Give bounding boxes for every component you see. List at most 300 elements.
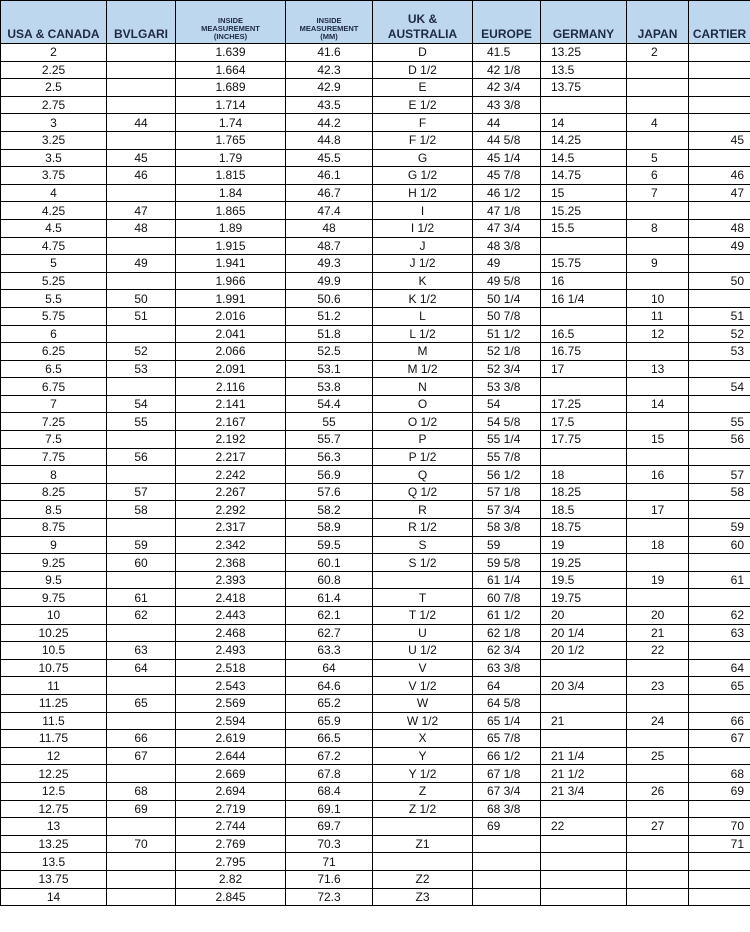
cell-mm: 63.3 [286, 642, 373, 660]
table-row [1, 519, 750, 537]
cell-japan: 12 [627, 325, 689, 343]
cell-europe: 50 7/8 [473, 307, 541, 325]
cell-japan [627, 589, 689, 607]
cell-inches: 2.795 [176, 853, 286, 871]
cell-uk-australia: P 1/2 [373, 448, 473, 466]
table-row [1, 343, 750, 361]
cell-germany: 20 [541, 607, 627, 625]
cell-usa-canada: 3 [1, 114, 107, 132]
cell-inches: 1.941 [176, 255, 286, 273]
cell-germany: 15.75 [541, 255, 627, 273]
cell-japan [627, 659, 689, 677]
cell-japan: 4 [627, 114, 689, 132]
cell-japan: 21 [627, 624, 689, 642]
cell-japan: 9 [627, 255, 689, 273]
cell-uk-australia: Z1 [373, 835, 473, 853]
cell-bvlgari: 69 [107, 800, 176, 818]
cell-europe: 63 3/8 [473, 659, 541, 677]
header-europe: EUROPE [473, 1, 541, 44]
cell-europe: 47 3/4 [473, 219, 541, 237]
cell-inches: 2.217 [176, 448, 286, 466]
cell-bvlgari: 46 [107, 167, 176, 185]
cell-inches: 2.82 [176, 870, 286, 888]
cell-inches: 2.368 [176, 554, 286, 572]
cell-germany: 15.5 [541, 219, 627, 237]
cell-cartier [689, 870, 750, 888]
cell-mm: 59.5 [286, 536, 373, 554]
cell-bvlgari [107, 466, 176, 484]
cell-uk-australia: E 1/2 [373, 96, 473, 114]
cell-germany: 22 [541, 818, 627, 836]
cell-uk-australia: L [373, 307, 473, 325]
cell-germany: 20 1/2 [541, 642, 627, 660]
cell-bvlgari: 51 [107, 307, 176, 325]
cell-japan [627, 730, 689, 748]
cell-europe [473, 835, 541, 853]
cell-usa-canada: 12.5 [1, 782, 107, 800]
cell-mm: 42.9 [286, 79, 373, 97]
cell-bvlgari [107, 677, 176, 695]
cell-usa-canada: 11.25 [1, 694, 107, 712]
cell-bvlgari [107, 712, 176, 730]
cell-mm: 65.2 [286, 694, 373, 712]
cell-uk-australia: K [373, 272, 473, 290]
cell-cartier [689, 290, 750, 308]
table-row [1, 536, 750, 554]
table-row [1, 448, 750, 466]
cell-usa-canada: 6.75 [1, 378, 107, 396]
cell-japan [627, 519, 689, 537]
cell-mm: 41.6 [286, 44, 373, 62]
cell-inches: 2.518 [176, 659, 286, 677]
table-row [1, 712, 750, 730]
cell-mm: 70.3 [286, 835, 373, 853]
cell-inches: 1.639 [176, 44, 286, 62]
table-row [1, 255, 750, 273]
cell-uk-australia: L 1/2 [373, 325, 473, 343]
cell-germany: 19 [541, 536, 627, 554]
cell-inches: 2.393 [176, 571, 286, 589]
cell-cartier: 58 [689, 483, 750, 501]
cell-mm: 58.2 [286, 501, 373, 519]
cell-cartier: 67 [689, 730, 750, 748]
cell-usa-canada: 9.25 [1, 554, 107, 572]
cell-mm: 49.3 [286, 255, 373, 273]
cell-bvlgari [107, 325, 176, 343]
cell-bvlgari: 68 [107, 782, 176, 800]
cell-europe: 47 1/8 [473, 202, 541, 220]
cell-cartier: 45 [689, 131, 750, 149]
cell-bvlgari: 45 [107, 149, 176, 167]
cell-usa-canada: 2 [1, 44, 107, 62]
cell-germany [541, 694, 627, 712]
table-row [1, 501, 750, 519]
cell-mm: 56.9 [286, 466, 373, 484]
cell-europe: 42 1/8 [473, 61, 541, 79]
cell-mm: 60.8 [286, 571, 373, 589]
cell-germany: 13.5 [541, 61, 627, 79]
cell-uk-australia: M [373, 343, 473, 361]
cell-bvlgari: 67 [107, 747, 176, 765]
cell-japan [627, 202, 689, 220]
cell-inches: 2.292 [176, 501, 286, 519]
cell-usa-canada: 11 [1, 677, 107, 695]
cell-japan: 10 [627, 290, 689, 308]
cell-usa-canada: 4.75 [1, 237, 107, 255]
table-row [1, 219, 750, 237]
cell-uk-australia: I [373, 202, 473, 220]
cell-uk-australia: G [373, 149, 473, 167]
cell-japan: 5 [627, 149, 689, 167]
cell-usa-canada: 8.25 [1, 483, 107, 501]
cell-mm: 69.1 [286, 800, 373, 818]
cell-uk-australia: S [373, 536, 473, 554]
cell-japan [627, 448, 689, 466]
cell-japan [627, 554, 689, 572]
cell-japan [627, 96, 689, 114]
table-row [1, 61, 750, 79]
cell-uk-australia: P [373, 431, 473, 449]
cell-japan [627, 61, 689, 79]
cell-cartier [689, 44, 750, 62]
cell-cartier [689, 501, 750, 519]
cell-cartier: 62 [689, 607, 750, 625]
cell-germany [541, 378, 627, 396]
cell-europe: 52 3/4 [473, 360, 541, 378]
cell-bvlgari: 53 [107, 360, 176, 378]
cell-usa-canada: 12 [1, 747, 107, 765]
cell-europe: 67 1/8 [473, 765, 541, 783]
cell-uk-australia: S 1/2 [373, 554, 473, 572]
cell-japan [627, 888, 689, 906]
cell-cartier [689, 589, 750, 607]
cell-cartier [689, 79, 750, 97]
cell-uk-australia: F [373, 114, 473, 132]
cell-europe: 58 3/8 [473, 519, 541, 537]
cell-inches: 2.669 [176, 765, 286, 783]
table-row [1, 853, 750, 871]
table-row [1, 79, 750, 97]
cell-germany [541, 448, 627, 466]
cell-mm: 71 [286, 853, 373, 871]
cell-cartier [689, 448, 750, 466]
table-row [1, 870, 750, 888]
cell-cartier: 65 [689, 677, 750, 695]
cell-usa-canada: 7.25 [1, 413, 107, 431]
cell-inches: 2.644 [176, 747, 286, 765]
cell-bvlgari [107, 61, 176, 79]
cell-japan: 13 [627, 360, 689, 378]
cell-germany: 14.5 [541, 149, 627, 167]
cell-cartier [689, 202, 750, 220]
cell-bvlgari: 44 [107, 114, 176, 132]
cell-mm: 61.4 [286, 589, 373, 607]
cell-usa-canada: 13.5 [1, 853, 107, 871]
cell-mm: 71.6 [286, 870, 373, 888]
cell-uk-australia [373, 853, 473, 871]
cell-usa-canada: 10.5 [1, 642, 107, 660]
cell-japan [627, 272, 689, 290]
cell-cartier: 56 [689, 431, 750, 449]
cell-bvlgari: 62 [107, 607, 176, 625]
cell-mm: 64 [286, 659, 373, 677]
cell-cartier [689, 853, 750, 871]
table-row [1, 677, 750, 695]
cell-inches: 2.543 [176, 677, 286, 695]
cell-uk-australia: V 1/2 [373, 677, 473, 695]
cell-usa-canada: 6 [1, 325, 107, 343]
cell-bvlgari: 59 [107, 536, 176, 554]
table-row [1, 659, 750, 677]
cell-usa-canada: 5.75 [1, 307, 107, 325]
cell-bvlgari [107, 131, 176, 149]
cell-cartier: 47 [689, 184, 750, 202]
cell-bvlgari: 56 [107, 448, 176, 466]
cell-japan [627, 131, 689, 149]
cell-uk-australia: J [373, 237, 473, 255]
cell-usa-canada: 6.25 [1, 343, 107, 361]
cell-usa-canada: 4.25 [1, 202, 107, 220]
cell-germany: 13.75 [541, 79, 627, 97]
cell-uk-australia: F 1/2 [373, 131, 473, 149]
cell-cartier: 64 [689, 659, 750, 677]
table-row [1, 818, 750, 836]
cell-inches: 2.769 [176, 835, 286, 853]
cell-europe: 49 5/8 [473, 272, 541, 290]
cell-bvlgari [107, 44, 176, 62]
table-row [1, 167, 750, 185]
cell-cartier: 57 [689, 466, 750, 484]
cell-bvlgari: 63 [107, 642, 176, 660]
cell-usa-canada: 13.25 [1, 835, 107, 853]
cell-europe: 61 1/2 [473, 607, 541, 625]
cell-inches: 1.84 [176, 184, 286, 202]
table-row [1, 888, 750, 906]
cell-japan [627, 800, 689, 818]
cell-bvlgari [107, 184, 176, 202]
cell-mm: 55.7 [286, 431, 373, 449]
cell-mm: 66.5 [286, 730, 373, 748]
cell-mm: 51.8 [286, 325, 373, 343]
cell-japan: 6 [627, 167, 689, 185]
cell-europe: 59 5/8 [473, 554, 541, 572]
cell-inches: 1.915 [176, 237, 286, 255]
cell-usa-canada: 14 [1, 888, 107, 906]
cell-bvlgari: 65 [107, 694, 176, 712]
cell-mm: 44.2 [286, 114, 373, 132]
cell-uk-australia: E [373, 79, 473, 97]
cell-europe: 56 1/2 [473, 466, 541, 484]
cell-germany: 14.75 [541, 167, 627, 185]
cell-bvlgari [107, 79, 176, 97]
cell-bvlgari [107, 888, 176, 906]
table-row [1, 325, 750, 343]
table-row [1, 131, 750, 149]
cell-cartier [689, 747, 750, 765]
cell-inches: 2.443 [176, 607, 286, 625]
cell-mm: 48.7 [286, 237, 373, 255]
cell-europe: 48 3/8 [473, 237, 541, 255]
cell-inches: 2.242 [176, 466, 286, 484]
header-inside-mm: INSIDE MEASUREMENT (MM) [286, 1, 373, 44]
cell-inches: 2.041 [176, 325, 286, 343]
cell-inches: 2.066 [176, 343, 286, 361]
cell-uk-australia: U 1/2 [373, 642, 473, 660]
cell-usa-canada: 11.5 [1, 712, 107, 730]
cell-cartier: 66 [689, 712, 750, 730]
cell-bvlgari [107, 431, 176, 449]
cell-europe: 45 7/8 [473, 167, 541, 185]
table-row [1, 96, 750, 114]
cell-mm: 67.2 [286, 747, 373, 765]
cell-bvlgari: 57 [107, 483, 176, 501]
cell-usa-canada: 9.5 [1, 571, 107, 589]
cell-bvlgari: 55 [107, 413, 176, 431]
table-row [1, 307, 750, 325]
cell-germany: 13.25 [541, 44, 627, 62]
cell-japan [627, 237, 689, 255]
cell-bvlgari: 47 [107, 202, 176, 220]
cell-usa-canada: 3.25 [1, 131, 107, 149]
table-row [1, 149, 750, 167]
cell-japan: 18 [627, 536, 689, 554]
cell-mm: 52.5 [286, 343, 373, 361]
cell-inches: 2.719 [176, 800, 286, 818]
cell-mm: 64.6 [286, 677, 373, 695]
cell-japan: 14 [627, 395, 689, 413]
cell-bvlgari: 61 [107, 589, 176, 607]
cell-usa-canada: 13 [1, 818, 107, 836]
cell-mm: 53.1 [286, 360, 373, 378]
cell-usa-canada: 5 [1, 255, 107, 273]
cell-mm: 58.9 [286, 519, 373, 537]
cell-europe: 44 [473, 114, 541, 132]
cell-mm: 67.8 [286, 765, 373, 783]
cell-europe: 57 3/4 [473, 501, 541, 519]
header-germany: GERMANY [541, 1, 627, 44]
cell-usa-canada: 8 [1, 466, 107, 484]
cell-germany [541, 888, 627, 906]
table-row [1, 395, 750, 413]
cell-usa-canada: 8.5 [1, 501, 107, 519]
cell-mm: 47.4 [286, 202, 373, 220]
cell-cartier: 50 [689, 272, 750, 290]
cell-cartier: 51 [689, 307, 750, 325]
cell-uk-australia: Z2 [373, 870, 473, 888]
cell-inches: 2.116 [176, 378, 286, 396]
cell-inches: 1.664 [176, 61, 286, 79]
cell-germany: 19.5 [541, 571, 627, 589]
cell-germany [541, 870, 627, 888]
cell-bvlgari [107, 853, 176, 871]
cell-uk-australia: Q 1/2 [373, 483, 473, 501]
cell-germany: 15 [541, 184, 627, 202]
cell-uk-australia: Q [373, 466, 473, 484]
cell-uk-australia: Y [373, 747, 473, 765]
cell-usa-canada: 10.25 [1, 624, 107, 642]
table-row [1, 800, 750, 818]
cell-europe: 50 1/4 [473, 290, 541, 308]
cell-mm: 51.2 [286, 307, 373, 325]
cell-germany: 21 1/4 [541, 747, 627, 765]
cell-inches: 2.493 [176, 642, 286, 660]
table-row [1, 360, 750, 378]
cell-mm: 44.8 [286, 131, 373, 149]
cell-germany [541, 800, 627, 818]
cell-mm: 62.1 [286, 607, 373, 625]
cell-germany [541, 730, 627, 748]
cell-cartier [689, 642, 750, 660]
cell-inches: 1.89 [176, 219, 286, 237]
table-row [1, 184, 750, 202]
header-japan: JAPAN [627, 1, 689, 44]
cell-mm: 43.5 [286, 96, 373, 114]
cell-mm: 46.7 [286, 184, 373, 202]
cell-cartier [689, 114, 750, 132]
cell-cartier: 61 [689, 571, 750, 589]
cell-germany [541, 237, 627, 255]
cell-cartier: 46 [689, 167, 750, 185]
cell-inches: 2.141 [176, 395, 286, 413]
cell-europe: 62 3/4 [473, 642, 541, 660]
cell-usa-canada: 9 [1, 536, 107, 554]
cell-uk-australia: J 1/2 [373, 255, 473, 273]
cell-mm: 46.1 [286, 167, 373, 185]
cell-uk-australia: U [373, 624, 473, 642]
cell-europe: 68 3/8 [473, 800, 541, 818]
cell-europe: 60 7/8 [473, 589, 541, 607]
cell-uk-australia: T [373, 589, 473, 607]
cell-mm: 50.6 [286, 290, 373, 308]
cell-usa-canada: 10 [1, 607, 107, 625]
cell-bvlgari: 52 [107, 343, 176, 361]
cell-uk-australia: V [373, 659, 473, 677]
cell-mm: 45.5 [286, 149, 373, 167]
cell-germany: 18.5 [541, 501, 627, 519]
header-bvlgari: BVLGARI [107, 1, 176, 44]
cell-europe [473, 888, 541, 906]
cell-germany: 17.25 [541, 395, 627, 413]
cell-europe: 41.5 [473, 44, 541, 62]
cell-japan [627, 870, 689, 888]
cell-germany: 15.25 [541, 202, 627, 220]
cell-cartier: 68 [689, 765, 750, 783]
cell-uk-australia: W [373, 694, 473, 712]
cell-europe: 49 [473, 255, 541, 273]
cell-usa-canada: 10.75 [1, 659, 107, 677]
cell-japan: 2 [627, 44, 689, 62]
cell-inches: 2.192 [176, 431, 286, 449]
cell-japan: 17 [627, 501, 689, 519]
cell-usa-canada: 4.5 [1, 219, 107, 237]
cell-japan: 7 [627, 184, 689, 202]
table-row [1, 413, 750, 431]
cell-uk-australia: D 1/2 [373, 61, 473, 79]
cell-inches: 1.765 [176, 131, 286, 149]
cell-uk-australia: N [373, 378, 473, 396]
cell-europe: 64 [473, 677, 541, 695]
header-cartier: CARTIER [689, 1, 750, 44]
cell-germany [541, 307, 627, 325]
cell-usa-canada: 7.75 [1, 448, 107, 466]
cell-uk-australia: R [373, 501, 473, 519]
cell-cartier [689, 888, 750, 906]
cell-japan: 25 [627, 747, 689, 765]
cell-europe: 55 1/4 [473, 431, 541, 449]
cell-bvlgari [107, 765, 176, 783]
cell-bvlgari: 48 [107, 219, 176, 237]
cell-bvlgari [107, 96, 176, 114]
